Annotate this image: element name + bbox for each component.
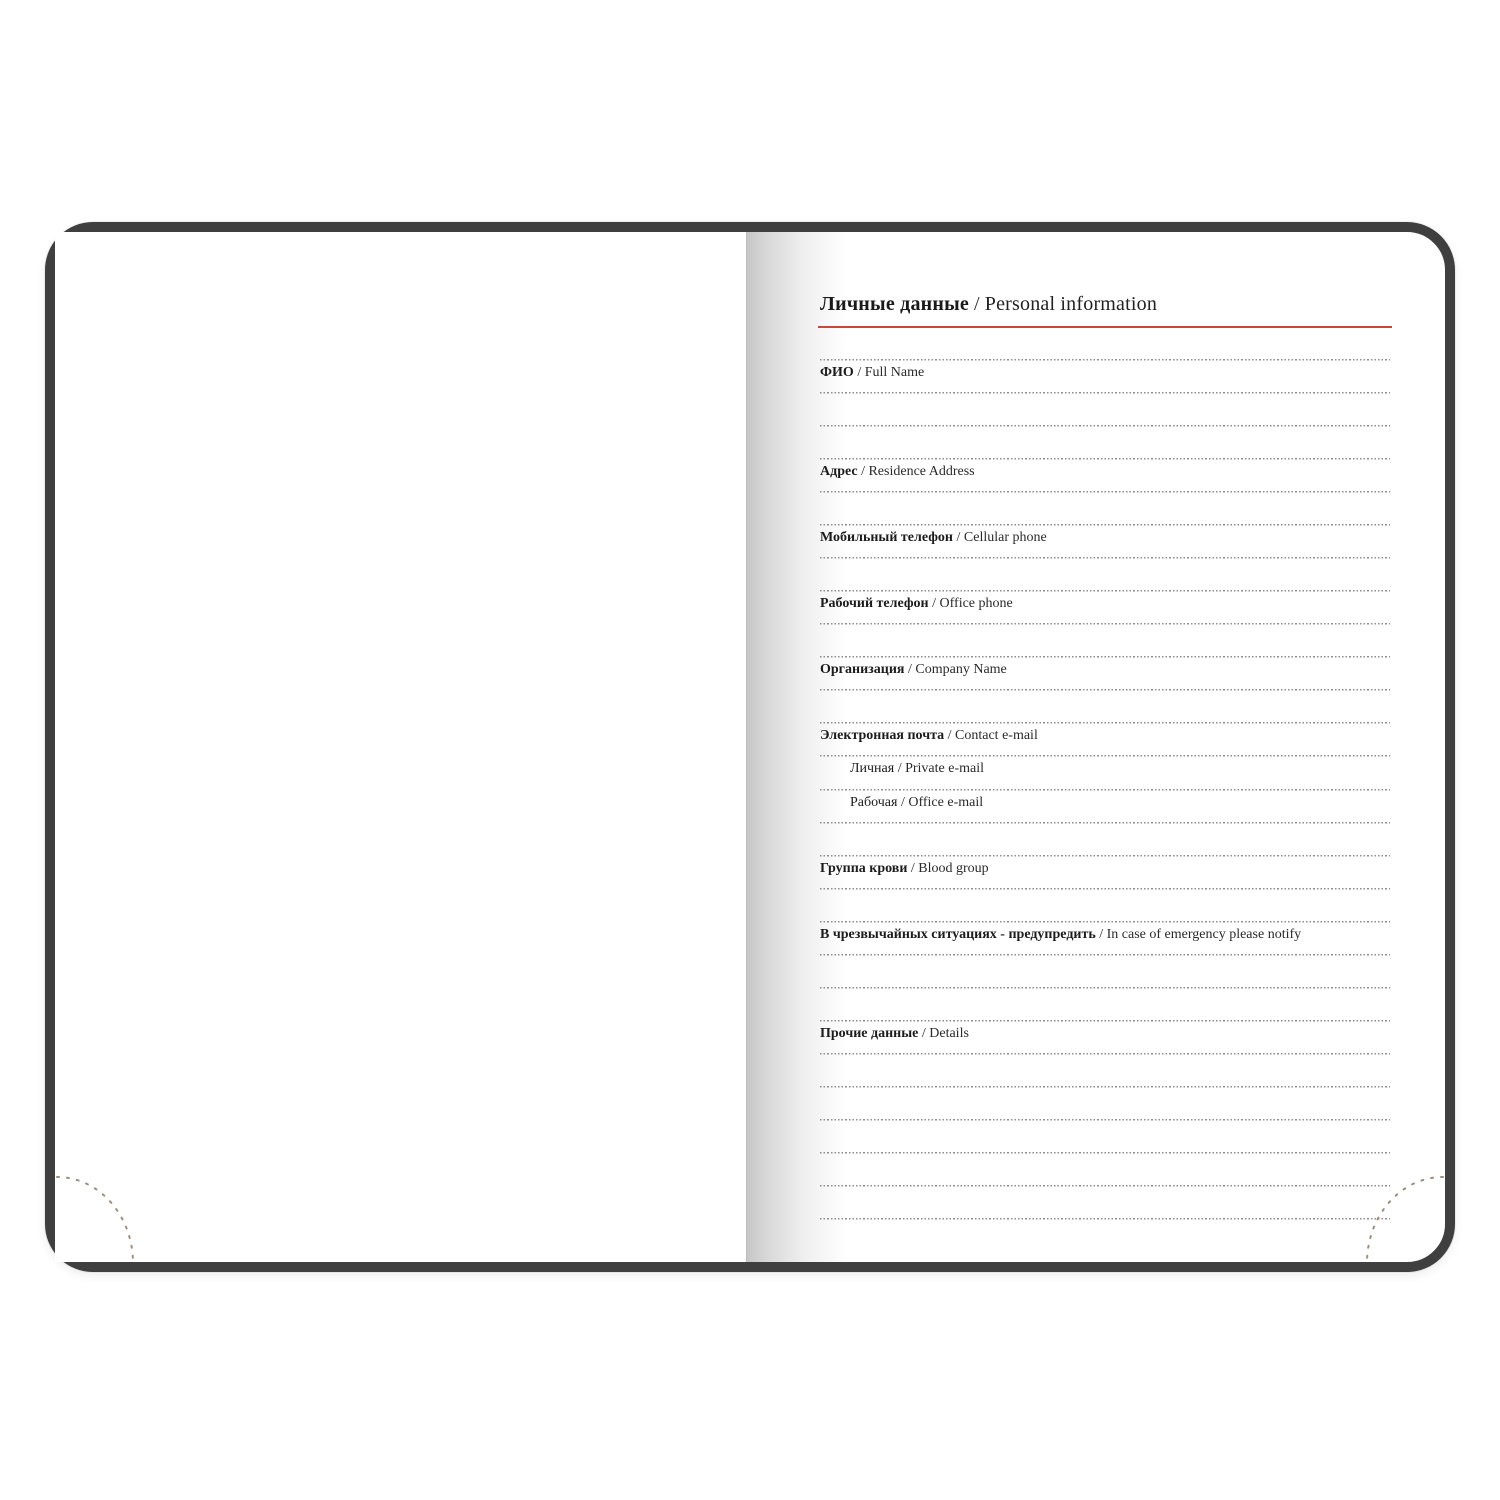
ruled-line bbox=[820, 458, 1390, 460]
field-label bbox=[820, 661, 1007, 678]
field-label-english: / Contact e-mail bbox=[944, 728, 1038, 744]
title-underline bbox=[818, 326, 1392, 328]
field-label bbox=[820, 595, 1013, 612]
field-label bbox=[850, 760, 984, 777]
field-label-english: / Full Name bbox=[853, 365, 925, 380]
field-label-russian: В чрезвычайных ситуациях - предупредить bbox=[820, 926, 1096, 942]
ruled-line bbox=[820, 392, 1390, 394]
field-label-russian: Адрес bbox=[820, 464, 858, 480]
ruled-line bbox=[820, 921, 1390, 923]
field-label bbox=[820, 727, 1038, 744]
ruled-line bbox=[820, 1152, 1390, 1154]
notebook-cover bbox=[45, 222, 1455, 1272]
ruled-line bbox=[820, 1185, 1390, 1187]
field-label-russian: Организация bbox=[820, 662, 905, 678]
field-label bbox=[820, 926, 1301, 943]
ruled-line bbox=[820, 1053, 1390, 1055]
field-label bbox=[850, 794, 983, 811]
field-label bbox=[820, 529, 1047, 546]
ruled-line bbox=[820, 855, 1390, 857]
field-label-english: / Private e-mail bbox=[894, 761, 984, 777]
field-label-english: / In case of emergency please notify bbox=[1095, 926, 1302, 942]
ruled-line bbox=[820, 1119, 1390, 1121]
ruled-line bbox=[820, 359, 1390, 361]
field-label-russian: ФИО bbox=[820, 365, 854, 380]
field-label bbox=[820, 463, 975, 480]
field-label bbox=[820, 364, 924, 381]
ruled-line bbox=[820, 755, 1390, 757]
ruled-line bbox=[820, 722, 1390, 724]
left-page-blank bbox=[55, 232, 746, 1262]
field-label-english: / Company Name bbox=[904, 662, 1007, 678]
field-label-english: / Residence Address bbox=[857, 464, 975, 480]
field-label-english: / Details bbox=[918, 1025, 969, 1041]
personal-info-page bbox=[746, 232, 1445, 1262]
field-label-english: / Cellular phone bbox=[953, 530, 1047, 546]
ruled-line bbox=[820, 954, 1390, 956]
page-title-english: Personal information bbox=[984, 293, 1158, 315]
field-label-russian: Электронная почта bbox=[820, 728, 945, 744]
field-label-english: / Blood group bbox=[907, 860, 989, 876]
ruled-line bbox=[820, 822, 1390, 824]
page-title-russian: Личные данные bbox=[820, 293, 969, 315]
page-title-divider: / bbox=[973, 293, 980, 315]
ruled-line bbox=[820, 524, 1390, 526]
ruled-line bbox=[820, 491, 1390, 493]
field-label-russian: Рабочая bbox=[850, 794, 898, 810]
field-label-russian: Рабочий телефон bbox=[820, 596, 929, 612]
field-label-english: / Office e-mail bbox=[897, 794, 984, 810]
field-label bbox=[820, 1025, 969, 1042]
ruled-line bbox=[820, 888, 1390, 890]
ruled-line bbox=[820, 590, 1390, 592]
ruled-line bbox=[820, 789, 1390, 791]
ruled-line bbox=[820, 987, 1390, 989]
ruled-line bbox=[820, 689, 1390, 691]
field-label-russian: Прочие данные bbox=[820, 1025, 919, 1041]
ruled-line bbox=[820, 623, 1390, 625]
ruled-line bbox=[820, 1218, 1390, 1220]
field-label-english: / Office phone bbox=[928, 596, 1013, 612]
field-label-russian: Группа крови bbox=[820, 860, 908, 876]
ruled-line bbox=[820, 1020, 1390, 1022]
ruled-line bbox=[820, 656, 1390, 658]
ruled-line bbox=[820, 1086, 1390, 1088]
field-label-russian: Личная bbox=[850, 761, 895, 777]
ruled-line bbox=[820, 425, 1390, 427]
field-label bbox=[820, 860, 989, 877]
field-label-russian: Мобильный телефон bbox=[820, 530, 953, 546]
page-title bbox=[820, 292, 1157, 316]
ruled-line bbox=[820, 557, 1390, 559]
